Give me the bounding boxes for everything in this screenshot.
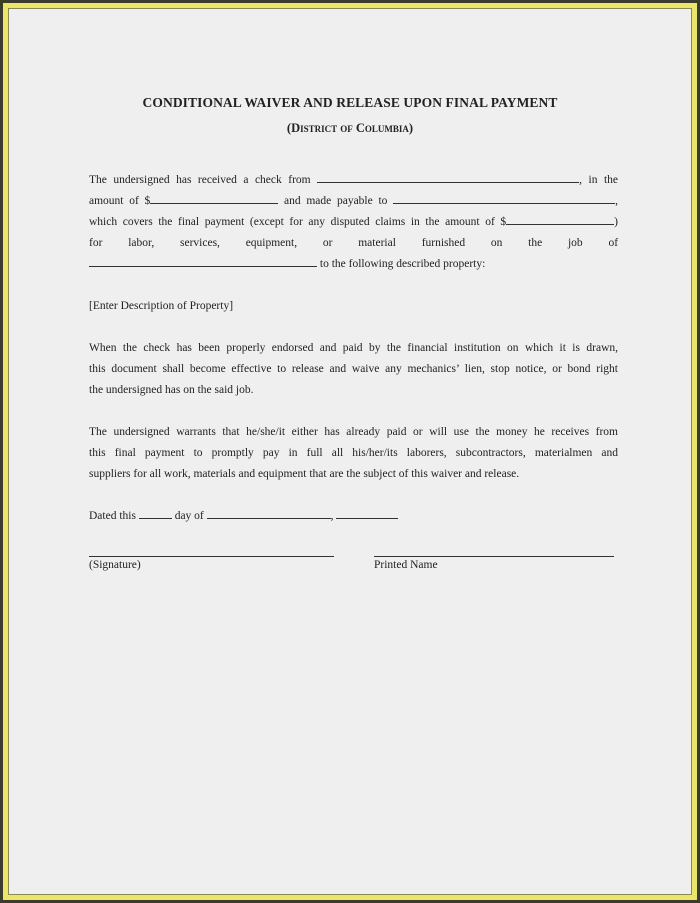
- word: for: [89, 237, 103, 249]
- warranty-line-3: suppliers for all work, materials and equipment that are the subject of this waiver and release.: [89, 468, 520, 480]
- effect-line-3: the undersigned has on the said job.: [89, 384, 254, 396]
- dated-line: [89, 506, 618, 527]
- text-amount-of: amount of $: [89, 195, 151, 207]
- warranty-paragraph: [89, 422, 618, 485]
- day-blank[interactable]: [139, 508, 172, 519]
- warranty-line-1: The undersigned warrants that he/she/it either has already paid or will use the money he receives from: [89, 426, 618, 438]
- word: or: [322, 237, 333, 249]
- text-in-the: , in the: [579, 174, 618, 186]
- payer-blank[interactable]: [317, 172, 579, 183]
- word: on: [490, 237, 503, 249]
- warranty-line-2: this final payment to promptly pay in full all his/her/its laborers, subcontractors, materialmen and: [89, 447, 618, 459]
- job-blank[interactable]: [89, 256, 317, 267]
- word: material: [358, 237, 396, 249]
- payment-line-4: [89, 233, 618, 254]
- word: labor,: [128, 237, 155, 249]
- payment-line-1: [89, 170, 618, 191]
- document-title: CONDITIONAL WAIVER AND RELEASE UPON FINAL PAYMENT: [142, 95, 558, 110]
- text-received-check: The undersigned has received a check from: [89, 174, 311, 186]
- word: the: [528, 237, 543, 249]
- payment-line-3: [89, 212, 618, 233]
- word: services,: [180, 237, 220, 249]
- text-dated-this: Dated this: [89, 510, 136, 522]
- word: furnished: [421, 237, 466, 249]
- text-close-paren: ): [614, 216, 618, 228]
- signature-line[interactable]: [89, 556, 334, 557]
- text-covers-final-payment: which covers the final payment (except for any disputed claims in the amount of $: [89, 216, 507, 228]
- effect-line-1: When the check has been properly endorsed and paid by the financial institution on which it is drawn,: [89, 342, 618, 354]
- payment-paragraph: [89, 170, 618, 275]
- text-comma: ,: [615, 195, 619, 207]
- payment-line-5: [89, 254, 618, 275]
- year-blank[interactable]: [336, 508, 398, 519]
- document-page: [8, 8, 692, 895]
- document-subtitle: (District of Columbia): [286, 121, 414, 135]
- text-date-comma: ,: [330, 510, 334, 522]
- month-blank[interactable]: [207, 508, 331, 519]
- text-day-of: day of: [174, 510, 204, 522]
- amount-blank[interactable]: [150, 193, 278, 204]
- word: equipment,: [245, 237, 298, 249]
- payment-line-2: [89, 191, 618, 212]
- disputed-amount-blank[interactable]: [506, 214, 614, 225]
- word: of: [608, 237, 619, 249]
- text-payable-to: and made payable to: [284, 195, 388, 207]
- word: job: [567, 237, 583, 249]
- signature-label: (Signature): [89, 559, 141, 571]
- dated-row: [89, 506, 618, 527]
- effect-line-2: this document shall become effective to release and waive any mechanics’ lien, stop notice, or bond right: [89, 363, 618, 375]
- effect-paragraph: [89, 338, 618, 401]
- property-placeholder[interactable]: [Enter Description of Property]: [89, 300, 234, 312]
- printed-name-label: Printed Name: [374, 559, 438, 571]
- page-frame: [3, 3, 697, 900]
- text-described-property: to the following described property:: [319, 258, 486, 270]
- payee-blank[interactable]: [393, 193, 615, 204]
- printed-name-line[interactable]: [374, 556, 614, 557]
- property-description: [89, 296, 618, 317]
